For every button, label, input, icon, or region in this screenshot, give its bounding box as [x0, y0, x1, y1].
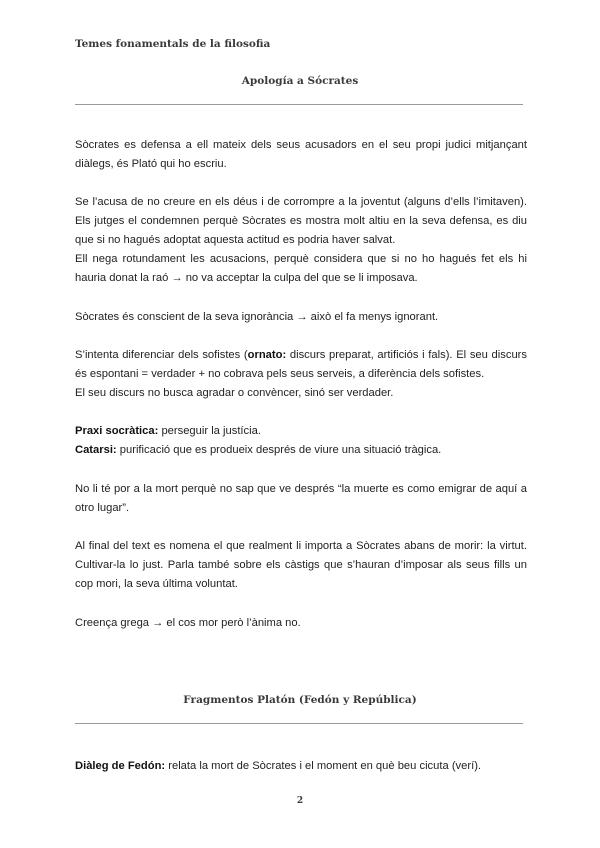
paragraph-intro: Sòcrates es defensa a ell mateix dels seus acusadors en el seu propi judici mitjançant diàlegs, és Plató qui ho escriu. [75, 139, 527, 170]
catarsi-definition: purificació que es produeix després de viure una situació tràgica. [116, 444, 442, 456]
paragraph-death: No li té por a la mort perquè no sap que ve després “la muerte es como emigrar de aquí a otro lugar”. [75, 483, 527, 514]
paragraph-belief: Creença grega → el cos mor però l’ànima no. [75, 617, 301, 629]
definition-praxi [75, 422, 527, 441]
page-number: 2 [296, 796, 304, 806]
definition-fedon [75, 757, 527, 776]
term-catarsi: Catarsi: [75, 444, 117, 456]
section-divider [75, 104, 523, 105]
paragraph-sophists [75, 346, 527, 384]
paragraph-virtue: Al final del text es nomena el que realment li importa a Sòcrates abans de morir: la virtut. Cultivar-la lo just. Parla també sobre els càstigs que s’hauran d’imposar als seus fills un cop mori, la seva última voluntat. [75, 540, 527, 590]
term-fedon: Diàleg de Fedón: [75, 760, 166, 772]
paragraph-ignorance: Sòcrates és conscient de la seva ignorància → això el fa menys ignorant. [75, 311, 439, 323]
section-title-fragments: Fragmentos Platón (Fedón y República) [183, 694, 417, 706]
paragraph-denial: Ell nega rotundament les acusacions, perquè considera que si no ho hagués fet els hi hauria donat la raó → no va acceptar la culpa del que se li imposava. [75, 253, 527, 284]
paragraph-accusation: Se l’acusa de no creure en els déus i de corrompre a la joventut (alguns d’ells l’imitaven). Els jutges el condemnen perquè Sòcrates es mostra molt altiu en la seva defensa, es diu que si no hagués adoptat aquesta actitud es podria haver salvat. [75, 196, 527, 246]
section-divider [75, 723, 523, 724]
fedon-definition: relata la mort de Sòcrates i el moment en què beu cicuta (verí). [165, 760, 482, 772]
sophists-text-pre: S’intenta diferenciar dels sofistes ( [75, 349, 248, 361]
sophists-text-post: discurs preparat, artificiós i fals). El seu discurs és espontani = verdader + no cobrava pels seus serveis, a diferència dels sofistes. [75, 349, 527, 380]
section-title-apologia: Apología a Sócrates [241, 75, 359, 87]
praxi-definition: perseguir la justícia. [158, 425, 261, 437]
definition-catarsi [75, 441, 527, 460]
running-header: Temes fonamentals de la filosofia [75, 38, 271, 50]
term-praxi: Praxi socràtica: [75, 425, 159, 437]
paragraph-discourse: El seu discurs no busca agradar o convèncer, sinó ser verdader. [75, 387, 394, 399]
term-ornato: ornato: [247, 349, 287, 361]
